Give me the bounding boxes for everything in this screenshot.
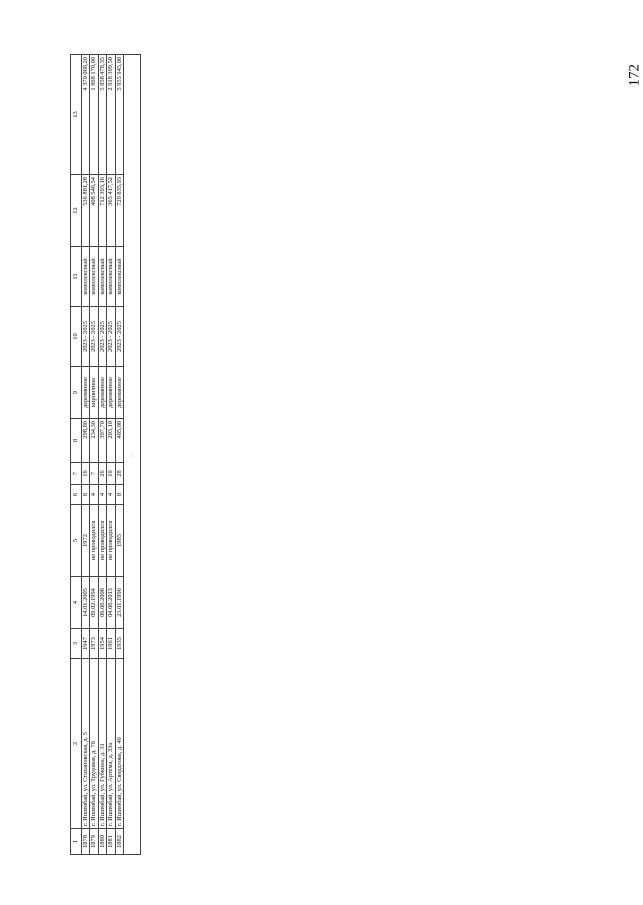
table-cell: комплексный [82,247,90,307]
table-cell: 8 [115,485,123,505]
table-cell: 1881 [107,829,115,855]
table-cell: 1882 [115,829,123,855]
table-cell: не проводился [98,505,106,577]
table-cell: 1935 [115,629,123,659]
table-cell: 06.06.2008 [98,577,106,629]
table-cell: 1879 [90,829,98,855]
table-cell: 2023 - 2025 [98,307,106,367]
table-cell: 1947 [82,629,90,659]
table-cell: не проводился [107,505,115,577]
table-cell: 16 [82,463,90,485]
table-row [115,55,123,855]
table-cell: 2023 - 2025 [82,307,90,367]
table-cell: 729 835,93 [115,175,123,247]
table-cell: комплексный [90,247,98,307]
table-cell: комплексный [107,247,115,307]
column-header: 3 [71,629,82,659]
table-cell: 1878 [82,829,90,855]
column-header: 2 [71,659,82,829]
rotated-table-container [70,55,610,855]
table-cell: 09.02.1994 [90,577,98,629]
table-cell: г. Ишимбай, ул. Стахановская, д. 5 [82,659,90,829]
table-row [98,55,106,855]
table-cell: 10 [107,463,115,485]
table-cell: 28 [115,463,123,485]
table-row [82,55,90,855]
table-row [107,55,115,855]
table-cell: 397,70 [98,419,106,463]
column-header: 10 [71,307,82,367]
table-cell: 2023 - 2025 [115,307,123,367]
table-cell: 23.01.1996 [115,577,123,629]
column-header: 13 [71,55,82,175]
table-body [82,55,141,855]
column-header: 4 [71,577,82,629]
table-cell: деревянное [107,367,115,419]
column-header: 8 [71,419,82,463]
table-cell: 536 881,28 [82,175,90,247]
table-cell: кирпичное [90,367,98,419]
column-header: 12 [71,175,82,247]
table-cell: 1972 [82,505,90,577]
table-cell: 5 858 478,35 [98,55,106,175]
table-cell: 1954 [98,629,106,659]
column-header: 7 [71,463,82,485]
table-cell: г. Ишимбай, ул. Губкина, д. 31 [98,659,106,829]
table-cell: 7 [90,463,98,485]
table-cell: деревянное [115,367,123,419]
table-cell: 2023 - 2025 [90,307,98,367]
column-header: 11 [71,247,82,307]
table-cell: 408 546,54 [90,175,98,247]
table-cell: 234,30 [90,419,98,463]
table-cell: комплексный [115,247,123,307]
table-cell: 365 417,52 [107,175,115,247]
table-cell: 1985 [115,505,123,577]
table-cell: комплексный [98,247,106,307]
table-cell: деревянное [98,367,106,419]
table-cell: 1880 [98,829,106,855]
table-cell: 14.01.2005 [82,577,90,629]
table-cell: 405,00 [115,419,123,463]
table-cell: г. Ишимбай, ул. Трудовая, д. 70 [90,659,98,829]
table-cell: 04.06.2013 [107,577,115,629]
table-cell: 298,80 [82,419,90,463]
column-header: 6 [71,485,82,505]
table-cell: г. Ишимбай, ул. Артема, д. 33а [107,659,115,829]
column-header: 1 [71,829,82,855]
table-cell: 4 370 068,20 [82,55,90,175]
table-cell: 8 [82,485,90,505]
table-cell: г. Ишимбай, ул. Свердлова, д. 40 [115,659,123,829]
table-row [90,55,98,855]
table-cell: 1973 [90,629,98,659]
table-cell: 2023 - 2025 [107,307,115,367]
table-cell: 26 [98,463,106,485]
table-cell: 712 393,16 [98,175,106,247]
elided-rows-marker [124,55,141,855]
table-cell: 2 918 399,50 [107,55,115,175]
table-header-row [71,55,82,855]
table-cell: 1961 [107,629,115,659]
table-cell: деревянное [82,367,90,419]
page-number: 172 [626,64,642,87]
table-cell: не проводился [90,505,98,577]
elided-note: … [124,55,141,855]
housing-table [70,54,141,855]
table-cell: 203,10 [107,419,115,463]
table-cell: 4 [98,485,106,505]
table-cell: 4 [107,485,115,505]
table-cell: 5 955 945,00 [115,55,123,175]
table-cell: 1 868 170,00 [90,55,98,175]
table-cell: 4 [90,485,98,505]
column-header: 5 [71,505,82,577]
column-header: 9 [71,367,82,419]
